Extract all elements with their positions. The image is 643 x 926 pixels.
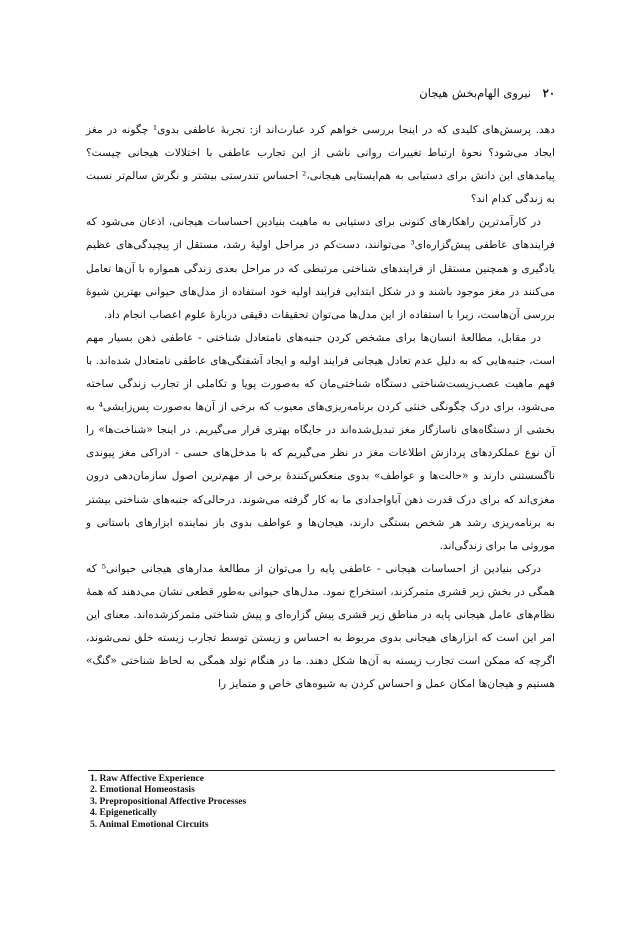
body-text (86, 118, 555, 695)
footnote-1: 1. Raw Affective Experience (90, 774, 204, 784)
footnote-divider (88, 770, 555, 771)
footnote-5: 5. Animal Emotional Circuits (90, 819, 209, 830)
footnote-4: 4. Epigenetically (90, 808, 158, 819)
footnote-2: 2. Emotional Homeostasis (90, 785, 195, 796)
paragraph-2: در کارآمدترین راهکارهای کنونی برای دستیابی به ماهیت بنیادین احساسات هیجانی، اذعان می‌شود که فرایندهای عاطفی پیش‌گزاره‌ای³ می‌توانند، دست‌کم در مراحل اولیۀ رشد، مستقل از پیچیدگی‌های عظیم یادگیری و همچنین مستقل از فرایندهای شناختی مرتبطی که در مراحل بعدی زندگی همواره با آن‌ها تعامل می‌کنند در مغز موجود باشند و در شکل ابتدایی فرایند اولیه خود استفاده از مدل‌های حیوانی بهترین شیوۀ بررسی آن‌هاست، زیرا با استفاده از این مدل‌ها می‌توان تحقیقات دقیقی دربارۀ علوم اعصاب انجام داد. (86, 215, 555, 321)
footnotes (90, 774, 490, 831)
paragraph-4: درکی بنیادین از احساسات هیجانی - عاطفی پایه را می‌توان از مطالعۀ مدارهای هیجانی حیوانی⁵ که همگی در بخش زیر قشری متمرکزند، استخراج نمود. مدل‌های حیوانی به‌طور قطعی نشان می‌دهند که همۀ نظام‌های عامل هیجانی پایه در مناطق زیر قشری پیش گزاره‌ای و پیش شناختی متمرکزشده‌اند. معنای این امر این است که ابزارهای هیجانی بدوی مربوط به احساس و زیستن توسط تجارب زیسته خلق نمی‌شوند، اگرچه که ممکن است تجارب زیسته به آن‌ها شکل دهند. ما در هنگام تولد همگی به لحاظ شناختی «گنگ» هستیم و هیجان‌ها امکان عمل و احساس کردن به شیوه‌های خاص و متمایز را (86, 561, 555, 691)
paragraph-3: در مقابل، مطالعۀ انسان‌ها برای مشخص کردن جنبه‌های نامتعادل شناختی - عاطفی ذهن بسیار مهم است، جنبه‌هایی که به دلیل عدم تعادل هیجانی فرایند اولیه و ایجاد آشفتگی‌های عاطفی نامتعادل شده‌اند. با فهم ماهیت عصب‌زیست‌شناختی دستگاه شناختی‌مان که به‌صورت پویا و تکاملی از تجارب زندگی ساخته می‌شود، برای درک چگونگی خنثی کردن برنامه‌ریزی‌های معیوب که برخی از آن‌ها به‌صورت پس‌زایشی⁴ به بخشی از دستگاه‌های ناسازگار مغز تبدیل‌شده‌اند در جایگاه بهتری قرار می‌گیریم. در اینجا «شناخت‌ها» را آن نوع عملکردهای پردازش اطلاعات مغز در نظر می‌گیریم که با مدخل‌های حسی - ادراکی مغز پیوندی ناگسستنی دارند و «حالت‌ها و عواطف» بدوی منعکس‌کنندۀ برخی از مهم‌ترین اصول سازمان‌دهی درون مغزی‌اند که برای درک قدرت ذهن آباواجدادی ما به کار گرفته می‌شوند. درحالی‌که جنبه‌های شناختی بیشتر به برنامه‌ریزی رشد هر شخص بستگی دارند، هیجان‌ها و عواطف بدوی باز نماینده ابزارهای باستانی و موروثی ما برای زندگی‌اند. (86, 330, 555, 552)
running-title: نیروی الهام‌بخش هیجان (419, 86, 531, 100)
page-header (88, 86, 555, 108)
page-number: ۲۰ (542, 86, 555, 100)
footnote-3: 3. Prepropositional Affective Processes (90, 796, 247, 807)
paragraph-1: دهد. پرسش‌های کلیدی که در اینجا بررسی خواهم کرد عبارت‌اند از: تجربۀ عاطفی بدوی¹ چگونه در مغز ایجاد می‌شود؟ نحوۀ ارتباط تغییرات روانی ناشی از این تجارب عاطفی با اختلالات هیجانی چیست؟ پیامدهای این دانش برای دستیابی به هم‌ایستایی هیجانی،² احساس تندرستی بیشتر و نگرش سالم‌تر نسبت به زندگی کدام اند؟ (86, 123, 556, 206)
